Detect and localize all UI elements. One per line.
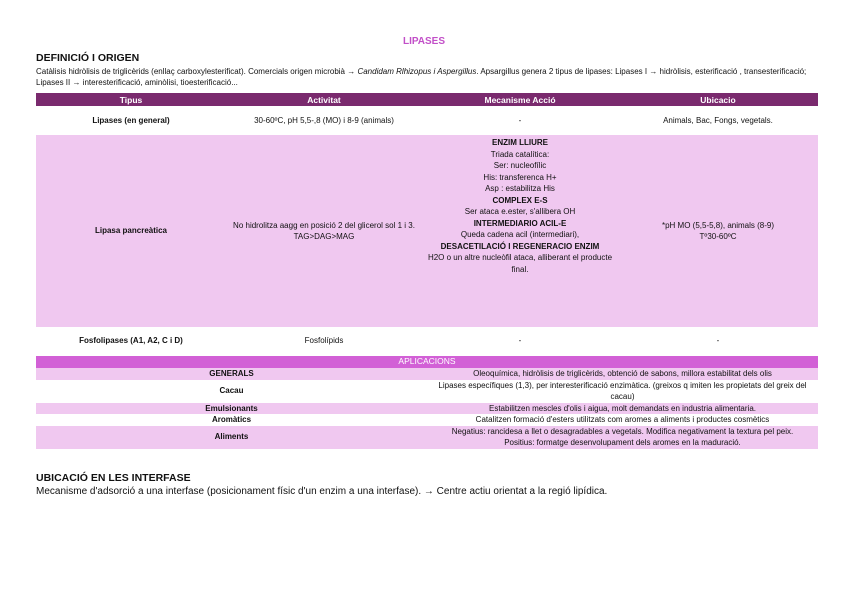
row-mecanisme: [422, 135, 618, 327]
row-ubicacio: Animals, Bac, Fongs, vegetals.: [618, 106, 818, 135]
app-label: Emulsionants: [36, 403, 427, 415]
interfase-text: Mecanisme d'adsorció a una interfase (posicionament físic d'un enzim a una interfase). → Centre actiu orientat a la regió lipídica.: [36, 486, 608, 497]
row-ubicacio: [618, 135, 818, 327]
app-text-line: Positius: formatge desenvolupament dels aromes en la maduració.: [504, 438, 741, 447]
interfase-heading: UBICACIÓ EN LES INTERFASE: [36, 472, 191, 484]
row-type: Lipasa pancreàtica: [36, 135, 226, 327]
table-row: [36, 106, 818, 135]
mech-step-heading: INTERMEDIARIO ACIL-E: [473, 218, 567, 228]
row-activitat: 30-60ºC, pH 5,5-,8 (MO) i 8-9 (animals): [226, 106, 422, 135]
table-row: [36, 414, 818, 426]
col-header-tipus: Tipus: [36, 93, 226, 106]
applications-header: APLICACIONS: [36, 356, 818, 368]
mech-step-heading: COMPLEX E-S: [492, 195, 548, 205]
table-row: [36, 403, 818, 415]
mech-line: Triada catalítica:: [490, 149, 550, 159]
row-type: Fosfolipases (A1, A2, C i D): [36, 327, 226, 354]
app-text: Oleoquímica, hidròlisis de triglicèrids, obtenció de sabons, millora estabilitat dels olis: [427, 368, 818, 380]
table-row: [36, 368, 818, 380]
app-label: GENERALS: [36, 368, 427, 380]
mech-line: His: transferenca H+: [483, 172, 557, 182]
mech-step-heading: ENZIM LLIURE: [492, 138, 548, 147]
mech-line: Queda cadena acil (intermediari),: [460, 230, 580, 239]
app-text-line: Negatius: rancidesa a llet o desagradables a vegetals. Modifica negativament la textura pel peix.: [451, 426, 794, 436]
app-text: Catalitzen formació d'esters utilitzats com aromes a aliments i productes cosmètics: [427, 414, 818, 426]
row-type: Lipases (en general): [36, 106, 226, 135]
app-text: Lipases específiques (1,3), per interesterificació enzimàtica. (greixos q imiten les propietats del greix del cacau): [427, 380, 818, 403]
row-mecanisme: -: [422, 327, 618, 354]
row-activitat: [226, 135, 422, 327]
definition-heading: DEFINICIÓ I ORIGEN: [36, 52, 140, 64]
lipase-types-table: [36, 93, 818, 354]
col-header-mecanisme: Mecanisme Acció: [422, 93, 618, 106]
app-label: Cacau: [36, 380, 427, 403]
app-text: [427, 426, 818, 449]
applications-table: [36, 356, 818, 449]
app-label: Aliments: [36, 426, 427, 449]
app-label: Aromàtics: [36, 414, 427, 426]
activitat-line: TAG>DAG>MAG: [293, 232, 355, 241]
row-ubicacio: -: [618, 327, 818, 354]
mech-line: Ser: nucleofílic: [493, 161, 547, 170]
table-row: [36, 380, 818, 403]
table-row: [36, 135, 818, 327]
ubicacio-line: Tº30-60ºC: [699, 232, 737, 241]
col-header-ubicacio: Ubicacio: [618, 93, 818, 106]
definition-text-a: Catàlisis hidròlisis de triglicèrids (enllaç carboxylesterificat). Comercials origen microbià →: [36, 67, 356, 76]
mech-line: Asp : estabilitza His: [485, 184, 555, 193]
col-header-activitat: Activitat: [226, 93, 422, 106]
table-row: [36, 327, 818, 354]
mech-line: H2O o un altre nucleòfil ataca, alliberant el producte final.: [427, 253, 613, 274]
definition-text-italic: Candidam Rlhizopus i Aspergillus: [357, 67, 477, 76]
row-mecanisme: -: [422, 106, 618, 135]
definition-text: [36, 66, 812, 88]
table-row: [36, 426, 818, 449]
definition-text-b: . Apsargillus genera 2 tipus de lipases: Lipases I → hidròlisis, esterificació , transesterificació; Lipases II → interesterificació, aminòlisi, tioesterificació...: [36, 67, 807, 87]
app-text: Estabilitzen mescles d'olis i aigua, molt demandats en industria alimentaria.: [427, 403, 818, 415]
row-activitat: Fosfolípids: [226, 327, 422, 354]
ubicacio-line: *pH MO (5,5-5,8), animals (8-9): [661, 220, 775, 230]
activitat-line: No hidrolitza aagg en posició 2 del glicerol sol 1 i 3.: [233, 220, 415, 230]
page-title: LIPASES: [402, 36, 446, 47]
mech-step-heading: DESACETILACIÓ I REGENERACIO ENZIM: [440, 241, 600, 251]
mech-line: Ser ataca e.ester, s'allibera OH: [464, 207, 576, 216]
